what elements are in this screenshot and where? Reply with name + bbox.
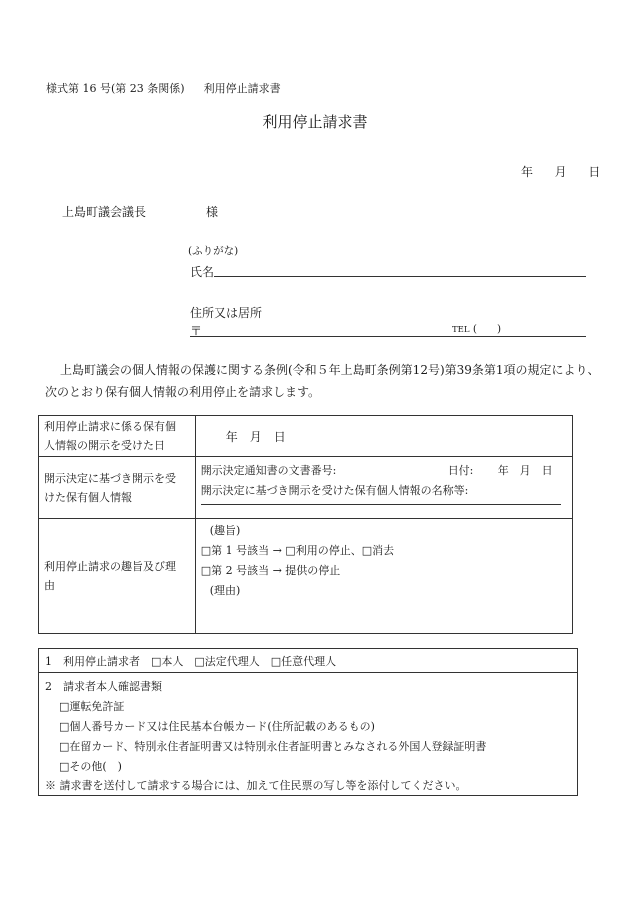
name-field-line[interactable] xyxy=(214,276,586,277)
purpose-reason-value-cell[interactable] xyxy=(195,519,572,634)
id-doc-option[interactable]: □運転免許証 xyxy=(59,700,125,713)
table-row xyxy=(39,673,578,796)
purpose-reason-label-1: 利用停止請求の趣旨及び理 xyxy=(44,560,176,573)
addressee-honorific: 様 xyxy=(206,205,219,219)
table-row xyxy=(39,649,578,673)
id-docs-cell xyxy=(39,673,578,796)
address-field-line[interactable] xyxy=(190,336,586,337)
disclosed-info-label-2: けた保有個人情報 xyxy=(44,490,132,504)
notice-date-value: 年 月 日 xyxy=(497,464,553,477)
notice-date-label: 日付: xyxy=(447,464,474,477)
purpose-reason-label-cell xyxy=(39,519,196,634)
id-doc-option[interactable]: □在留カード、特別永住者証明書又は特別永住者証明書とみなされる外国人登録証明書 xyxy=(59,740,487,753)
disclosed-info-label-cell xyxy=(39,457,196,519)
tel-field xyxy=(452,323,501,335)
disclosed-info-label-1: 開示決定に基づき開示を受 xyxy=(44,471,176,485)
requester-table xyxy=(38,648,578,796)
option-2 xyxy=(201,562,341,578)
table-row xyxy=(39,416,573,457)
postal-mark: 〒 xyxy=(190,324,203,338)
name-label: 氏名 xyxy=(190,265,215,279)
doc-number-label: 開示決定通知書の文書番号: xyxy=(200,464,337,477)
intro-line-2: 次のとおり保有個人情報の利用停止を請求します。 xyxy=(45,385,321,399)
arrow-right-icon: → xyxy=(272,544,282,557)
option-1 xyxy=(201,542,394,558)
date-year: 年 xyxy=(521,165,534,179)
reason-label: (理由) xyxy=(209,584,241,597)
purpose-label: (趣旨) xyxy=(209,524,241,537)
table-row xyxy=(39,519,573,634)
id-docs-title: 2 請求者本人確認書類 xyxy=(45,680,162,693)
address-label: 住所又は居所 xyxy=(190,306,263,320)
disclosed-info-value-cell[interactable] xyxy=(195,457,572,519)
form-name: 利用停止請求書 xyxy=(203,82,281,95)
tel-label: TEL xyxy=(452,325,470,335)
request-details-table xyxy=(38,415,573,634)
furigana-label: (ふりがな) xyxy=(188,245,239,257)
intro-line-1: 上島町議会の個人情報の保護に関する条例(令和５年上島町条例第12号)第39条第1項の規定により、 xyxy=(60,363,600,377)
purpose-reason-label-2: 由 xyxy=(44,579,55,592)
option-1-checkbox-label[interactable]: □第 1 号該当 xyxy=(200,544,270,557)
option-1-text[interactable]: □利用の停止、□消去 xyxy=(285,544,395,557)
addressee-name: 上島町議会議長 xyxy=(62,205,147,219)
tel-parens: ( ) xyxy=(472,323,502,335)
date-line xyxy=(521,163,600,180)
disclosed-info-name-label: 開示決定に基づき開示を受けた保有個人情報の名称等: xyxy=(200,484,469,497)
form-header xyxy=(46,80,281,96)
id-doc-option[interactable]: □その他( ) xyxy=(59,760,122,773)
disclosure-date-label-cell xyxy=(39,416,196,457)
date-day: 日 xyxy=(588,165,601,179)
requester-line: 1 利用停止請求者 □本人 □法定代理人 □任意代理人 xyxy=(45,654,337,668)
option-2-checkbox-label[interactable]: □第 2 号該当 xyxy=(200,564,270,577)
disclosure-date-value-cell[interactable] xyxy=(195,416,572,457)
disclosure-date-label-1: 利用停止請求に係る保有個 xyxy=(44,420,176,433)
form-number: 様式第 16 号(第 23 条関係) xyxy=(46,82,185,95)
option-2-text: 提供の停止 xyxy=(285,564,341,577)
table-row xyxy=(39,457,573,519)
attachment-note: ※ 請求書を送付して請求する場合には、加えて住民票の写し等を添付してください。 xyxy=(45,779,467,792)
disclosed-info-name-line xyxy=(201,504,561,505)
disclosure-date-value: 年 月 日 xyxy=(225,429,286,444)
page-title: 利用停止請求書 xyxy=(262,113,368,131)
arrow-right-icon: → xyxy=(272,564,282,577)
disclosure-date-label-2: 人情報の開示を受けた日 xyxy=(44,439,165,452)
requester-cell[interactable] xyxy=(39,649,578,673)
date-month: 月 xyxy=(554,165,567,179)
id-doc-option[interactable]: □個人番号カード又は住民基本台帳カード(住所記載のあるもの) xyxy=(59,720,375,733)
